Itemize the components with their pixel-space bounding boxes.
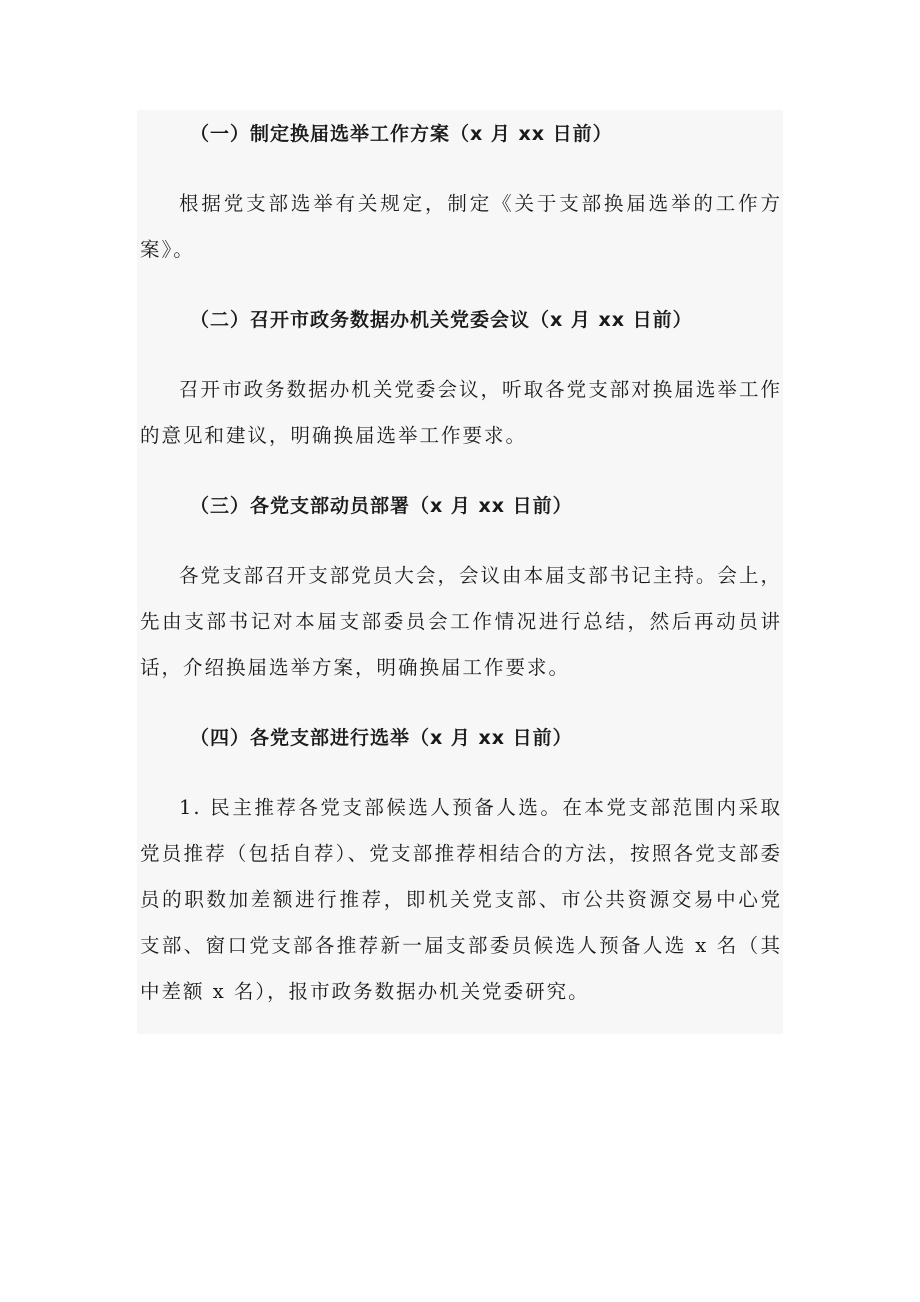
section-1-heading: （一）制定换届选举工作方案（x 月 xx 日前） <box>190 123 613 145</box>
section-4-paragraph: 1. 民主推荐各党支部候选人预备人选。在本党支部范围内采取党员推荐（包括自荐）、党支部推荐相结合的方法，按照各党支部委员的职数加差额进行推荐，即机关党支部、市公共资源交易中心党支部、窗口党支部各推荐新一届支部委员候选人预备人选 x 名（其中差额 x 名），报市政务数据办机关党委研究。 <box>140 796 782 1003</box>
section-4-heading: （四）各党支部进行选举（x 月 xx 日前） <box>190 727 573 749</box>
section-2-paragraph: 召开市政务数据办机关党委会议，听取各党支部对换届选举工作的意见和建议，明确换届选举工作要求。 <box>140 378 782 447</box>
section-1-paragraph: 根据党支部选举有关规定，制定《关于支部换届选举的工作方案》。 <box>140 192 782 261</box>
section-3-paragraph: 各党支部召开支部党员大会，会议由本届支部书记主持。会上，先由支部书记对本届支部委员会工作情况进行总结，然后再动员讲话，介绍换届选举方案，明确换届工作要求。 <box>140 564 782 679</box>
section-3-heading: （三）各党支部动员部署（x 月 xx 日前） <box>190 495 573 517</box>
section-2-heading: （二）召开市政务数据办机关党委会议（x 月 xx 日前） <box>190 309 693 331</box>
document-body <box>140 110 782 1015</box>
